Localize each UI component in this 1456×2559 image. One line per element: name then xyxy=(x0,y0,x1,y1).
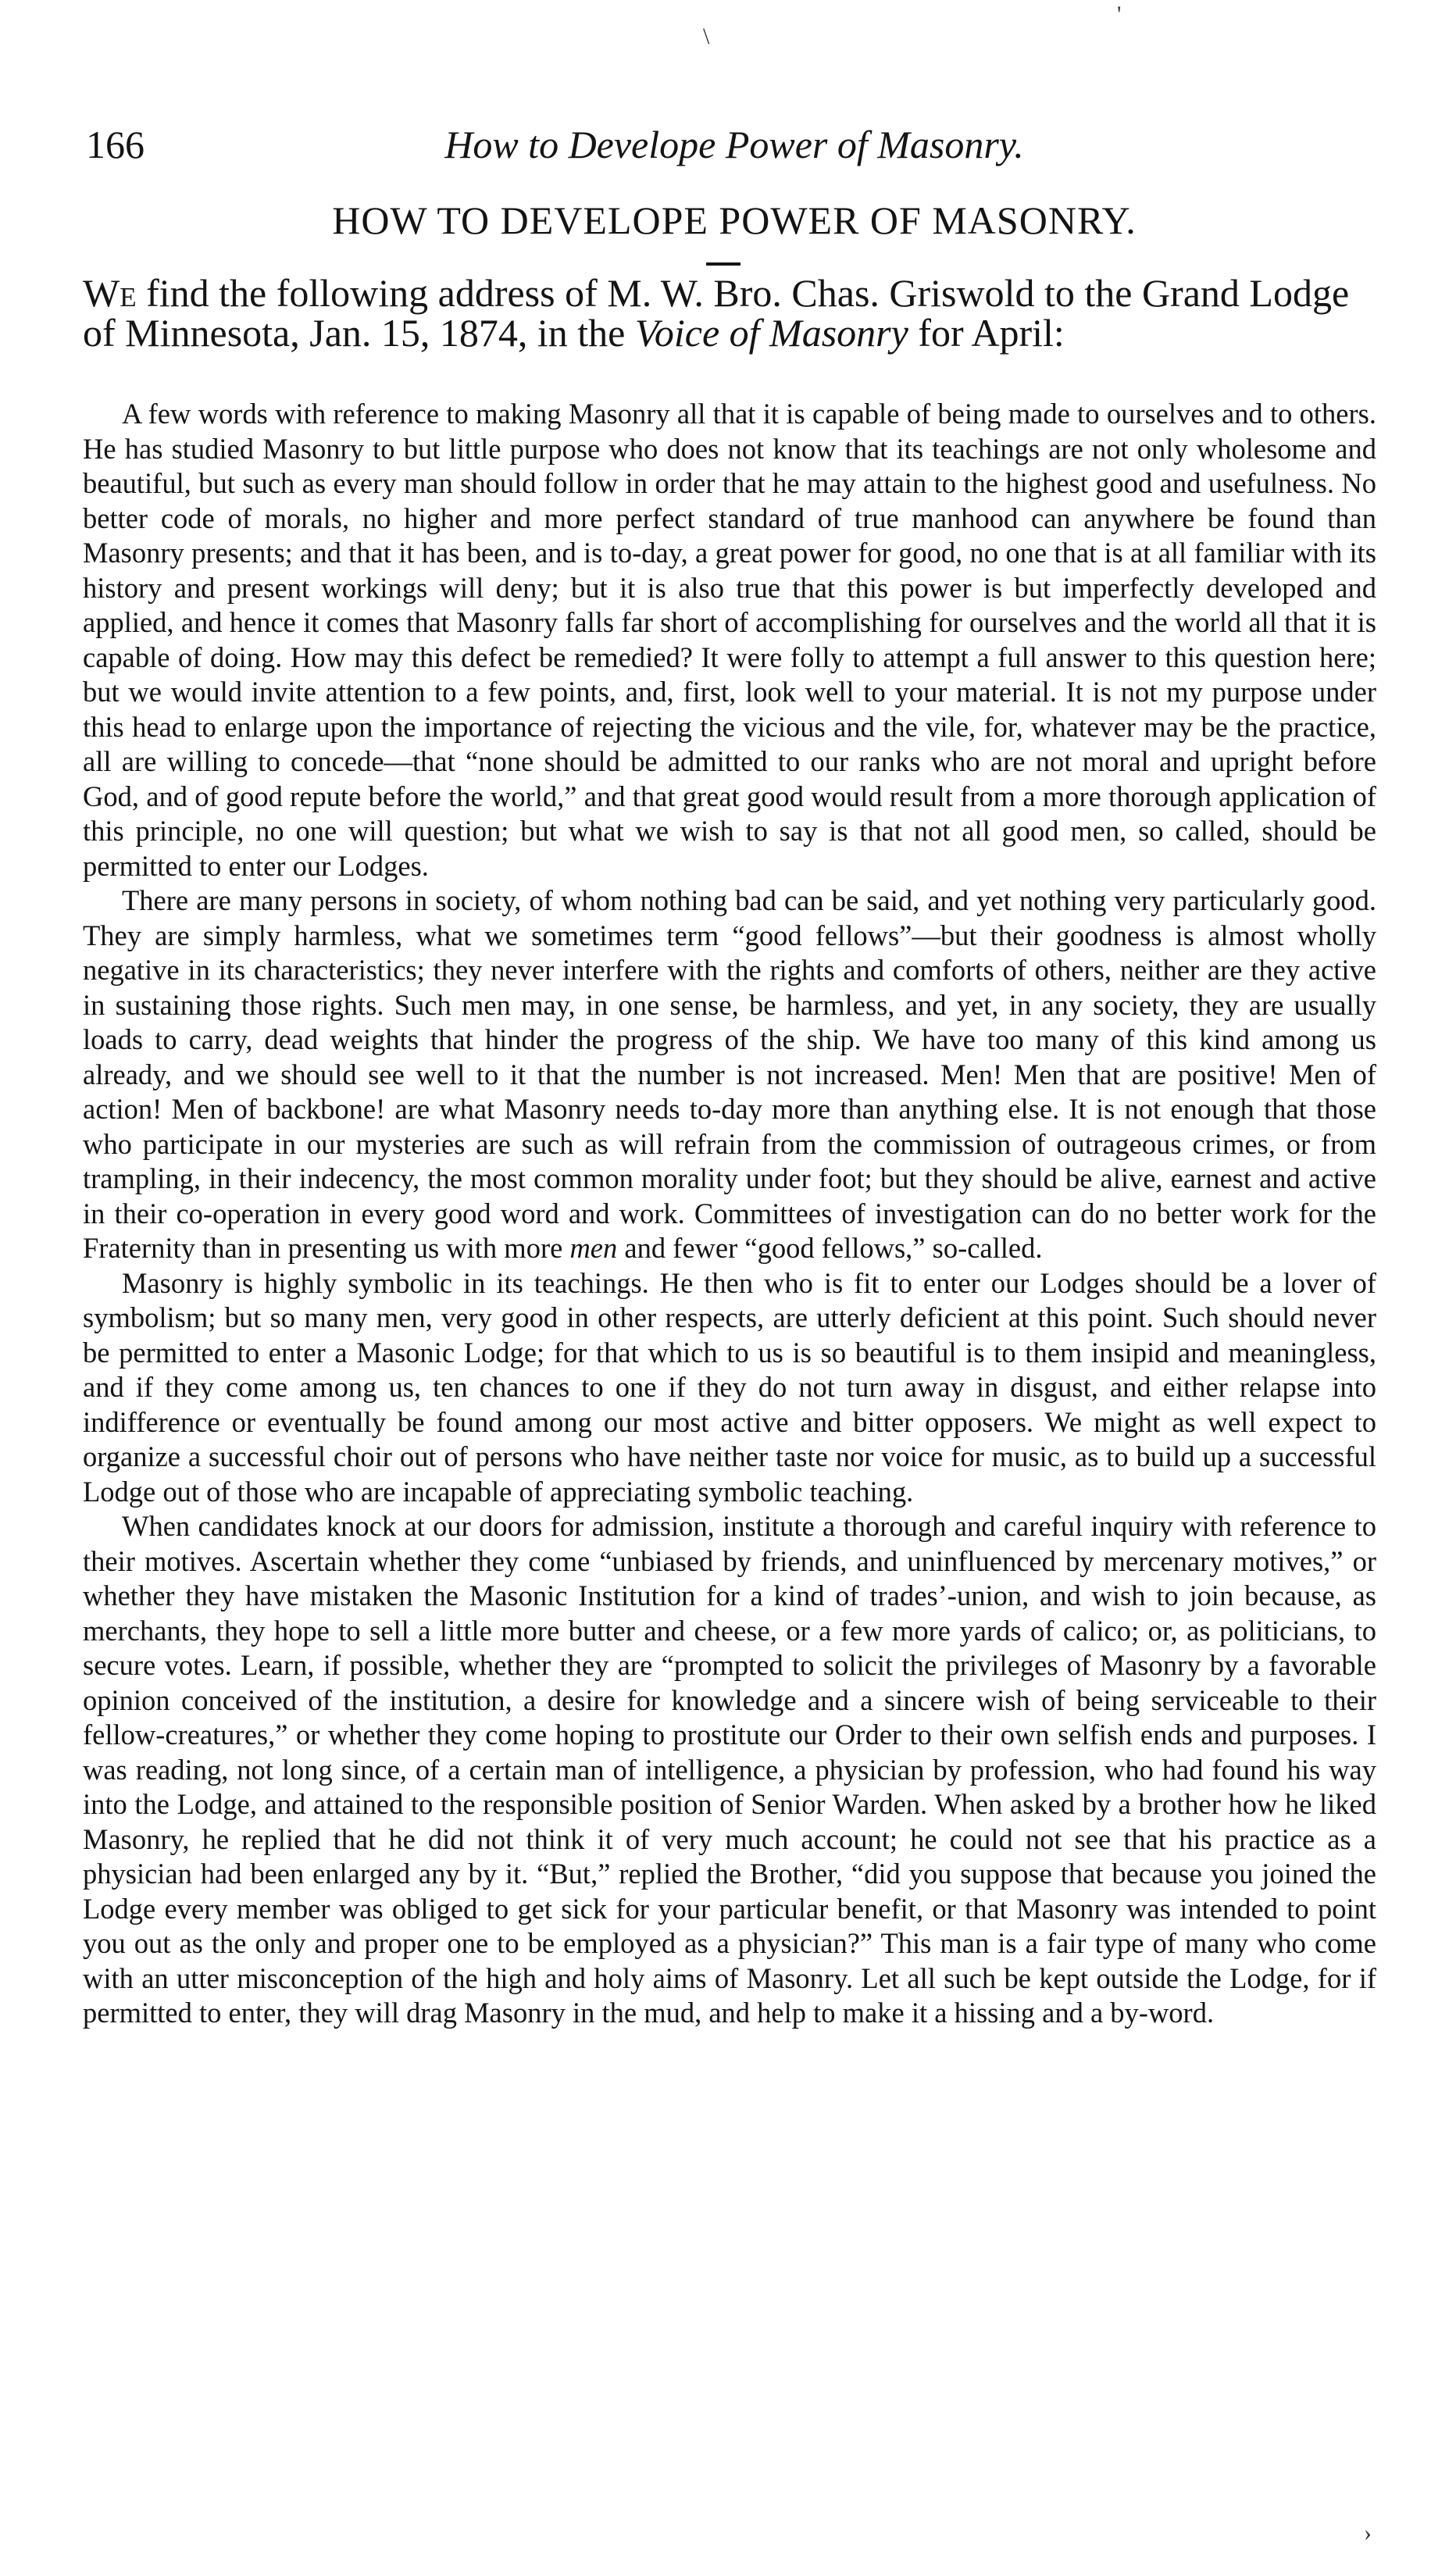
page-number: 166 xyxy=(86,123,145,166)
paragraph-2 xyxy=(83,883,1376,1266)
intro-text-b: for April: xyxy=(908,311,1065,355)
title-rule xyxy=(706,262,740,266)
paragraph-2-text-b: and fewer “good fellows,” so-called. xyxy=(617,1232,1043,1264)
scan-mark-top: \ xyxy=(703,23,710,49)
article-title: HOW TO DEVELOPE POWER OF MASONRY. xyxy=(332,198,1137,242)
scan-mark-bottom-right: › xyxy=(1364,2520,1372,2546)
running-head: How to Develope Power of Masonry. xyxy=(444,123,1024,166)
intro-text-a: find the following address of M. W. Bro. Chas. Griswold to the Grand Lodge of Minnesota, Jan. 15, 1874, in the xyxy=(83,271,1350,355)
paragraph-2-emphasis: men xyxy=(569,1232,618,1264)
paragraph-2-text-a: There are many persons in society, of whom nothing bad can be said, and yet nothing very particularly good. They are simply harmless, what we sometimes term “good fellows”—but their goodness is almost wholly negative in its characteristics; they never interfere with the rights and comforts of others, neither are they active in sustaining those rights. Such men may, in one sense, be harmless, and yet, in any society, they are usually loads to carry, dead weights that hinder the progress of the ship. We have too many of this kind among us already, and we should see well to it that the number is not increased. Men! Men that are positive! Men of action! Men of backbone! are what Masonry needs to-day more than anything else. It is not enough that those who participate in our mysteries are such as will refrain from the commission of outrageous crimes, or from trampling, in their indecency, the most common morality under foot; but they should be alive, earnest and active in their co-operation in every good word and work. Committees of investigation can do no better work for the Fraternity than in presenting us with more xyxy=(83,884,1376,1264)
intro-dropcap: We xyxy=(83,271,137,315)
running-header xyxy=(86,117,1383,172)
article-body xyxy=(83,397,1376,2031)
intro-publication-title: Voice of Masonry xyxy=(634,311,908,355)
article-intro xyxy=(83,273,1376,353)
paragraph-3: Masonry is highly symbolic in its teachings. He then who is fit to enter our Lodges should be a lover of symbolism; but so many men, very good in other respects, are utterly deficient at this point. Such should never be permitted to enter a Masonic Lodge; for that which to us is so beautiful is to them insipid and meaningless, and if they come among us, ten chances to one if they do not turn away in disgust, and either relapse into indifference or eventually be found among our most active and bitter opposers. We might as well expect to organize a successful choir out of persons who have neither taste nor voice for music, as to build up a successful Lodge out of those who are incapable of appreciating symbolic teaching. xyxy=(83,1266,1376,1508)
paragraph-1: A few words with reference to making Masonry all that it is capable of being made to ourselves and to others. He has studied Masonry to but little purpose who does not know that its teachings are not only wholesome and beautiful, but such as every man should follow in order that he may attain to the highest good and usefulness. No better code of morals, no higher and more perfect standard of true manhood can anywhere be found than Masonry presents; and that it has been, and is to-day, a great power for good, no one that is at all familiar with its history and present workings will deny; but it is also true that this power is but imperfectly developed and applied, and hence it comes that Masonry falls far short of accomplishing for ourselves and the world all that it is capable of doing. How may this defect be remedied? It were folly to attempt a full answer to this question here; but we would invite attention to a few points, and, first, look well to your material. It is not my purpose under this head to enlarge upon the importance of rejecting the vicious and the vile, for, whatever may be the practice, all are willing to concede—that “none should be admitted to our ranks who are not moral and upright before God, and of good repute before the world,” and that great good would result from a more thorough application of this principle, no one will question; but what we wish to say is that not all good men, so called, should be permitted to enter our Lodges. xyxy=(83,398,1376,882)
scan-mark-top-right: ' xyxy=(1117,2,1122,27)
paragraph-4: When candidates knock at our doors for admission, institute a thorough and careful inquiry with reference to their motives. Ascertain whether they come “unbiased by friends, and uninfluenced by mercenary motives,” or whether they have mistaken the Masonic Institution for a kind of trades’-union, and wish to join because, as merchants, they hope to sell a little more butter and cheese, or a few more yards of calico; or, as politicians, to secure votes. Learn, if possible, whether they are “prompted to solicit the privileges of Masonry by a favorable opinion conceived of the institution, a desire for knowledge and a sincere wish of being serviceable to their fellow-creatures,” or whether they come hoping to prostitute our Order to their own selfish ends and purposes. I was reading, not long since, of a certain man of intelligence, a physician by profession, who had found his way into the Lodge, and attained to the responsible position of Senior Warden. When asked by a brother how he liked Masonry, he replied that he did not think it of very much account; he could not see that his practice as a physician had been enlarged any by it. “But,” replied the Brother, “did you suppose that because you joined the Lodge every member was obliged to get sick for your particular benefit, or that Masonry was intended to point you out as the only and proper one to be employed as a physician?” This man is a fair type of many who come with an utter misconception of the high and holy aims of Masonry. Let all such be kept outside the Lodge, for if permitted to enter, they will drag Masonry in the mud, and help to make it a hissing and a by-word. xyxy=(83,1510,1376,2029)
